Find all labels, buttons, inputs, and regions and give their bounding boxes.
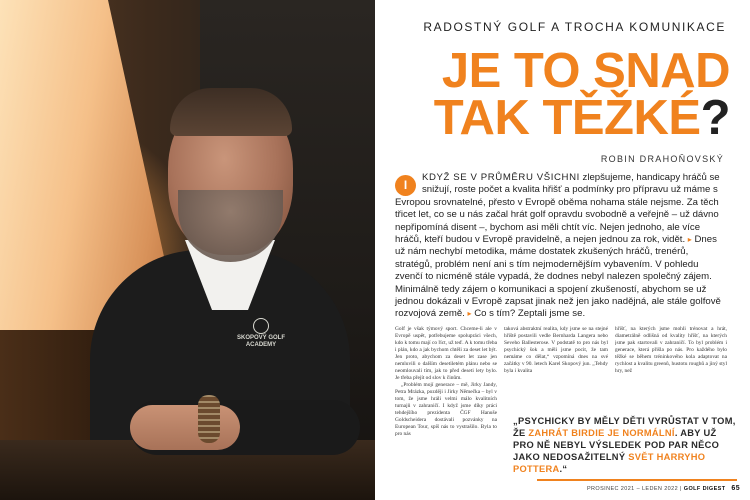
headline [400,44,730,145]
headline-line-1: JE TO SNAD [441,44,730,98]
kicker: RADOSTNÝ GOLF A TROCHA KOMUNIKACE [423,20,726,34]
quote-text-1: „PSYCHICKY BY MĚLY DĚTI VYRŮSTAT V TOM, ŽE [513,416,736,438]
headline-line-2 [400,91,730,145]
lead-paragraph [395,172,725,321]
quote-rule [537,479,737,481]
headline-line-2-text: TAK TĚŽKÉ [433,91,701,145]
sweater-logo [226,318,296,348]
quote-text-3: .“ [559,464,568,474]
logo-icon [253,318,269,334]
body-paragraph: hřišť, na kterých jsme mohli trénovat a hrát, diametrálně odlišná od kvality hřišť, na kterých jsme pak startovali v zahraničí. To byl problém i generace, která přišla po nás. Pro každého bylo těžké se během tréninkového kola adaptovat na rychlost a kvalitu greenů, hustotu roughů a jiný styl hry, než [615,326,727,374]
author-byline: ROBIN DRAHOŇOVSKÝ [600,154,724,164]
quote-highlight-1: ZAHRÁT BIRDIE JE NORMÁLNÍ [528,428,675,438]
dropcap: I [395,175,416,196]
section-marker-icon: ▸ [467,309,472,319]
article-page [375,0,750,500]
bracelet [198,395,220,443]
lead-caps: KDYŽ SE V PRŮMĚRU VŠICHNI [422,172,580,183]
body-paragraph: „Problém mojí generace – mě, Jirky Jandy, Petra Mrázka, později i Jirky Němečka – byl v tom, že jsme hráli velmi málo kvalitních turnajů v zahraničí. I když jsme díky práci tehdejšího prezidenta ČGF Hanuše Goldscheidera dostávali pozvánky na European Tour, spíš nás to vystrašilo. Byla to pro nás [395,382,497,437]
lead-text-2: Dnes už nám nechybí metodika, máme dostatek zkušených hráčů, trenérů, stratégů, problém není ani s tím nejmodernějším vybavením. V pohledu zvenčí to nicméně stále vypadá, že dodnes nebyl nalezen společný zájem. Minimálně tedy zájem o komunikaci a spojení zkušeností, abychom se už jednou dokázali v Evropě zapsat jinak než jen jako nadějná, ale stále golfově rozvojová země. [395,234,721,320]
footer-separator: | [680,486,682,492]
lead-text-1: zlepšujeme, handicapy hráčů se snižují, roste počet a kvalita hřišť a podmínky pro přípravu už máme s Evropou srovnatelné, přesto v Evropě oběma nohama stále nejsme. Za těch třicet let, co se u nás začal hrát golf opravdu svobodně a veřejně – už dávno nepřipomíná disent –, bychom asi měli chtít víc. Nejen jednoho, ale více hráčů, kteří budou v Evropě pravidelně, a nejen jednou za rok, vidět. [395,172,720,246]
page-footer [375,485,740,492]
headline-question-mark: ? [700,91,730,145]
section-marker-icon: ▸ [687,235,692,245]
body-paragraph: Golf je však týmový sport. Chceme-li ale v Evropě uspět, potřebujeme spolupráci všech, kdo k tomu mají co říct, už teď. A k tomu třeba i plán, kdo a jak bychom chtěli za deset let být. Jen proto, abychom za deset let zase jen nemluvili o dalším desetiletém plánu nebo se neomlouvali tím, jak to před deseti lety bylo. Je třeba přejít od slov k činům. [395,326,497,381]
pull-quote [513,415,737,481]
man-hand [130,405,240,450]
footer-magazine: GOLF DIGEST [683,486,726,492]
quote-highlight-2: SVĚT HARRYHO POTTERA [513,452,706,474]
lead-text-3: Co s tím? Zeptali jsme se. [471,308,586,320]
page-number: 65 [731,485,740,492]
body-column-3 [615,326,727,411]
body-paragraph: taková abstraktní realita, kdy jsme se na stejné hřiště postavili vedle Bernharda Langera nebo Seveho Ballesterose. V podstatě to pro nás byl psychický šok a měli jsme pocit, že tam nemáme co dělat,“ vzpomíná dnes na své začátky v 90. letech Karel Skopový jun. „Tehdy byla i kvalita [504,326,608,374]
body-column-1 [395,326,497,438]
logo-text: SKOPOVÝ GOLF ACADEMY [236,335,285,348]
man-hair [170,88,292,136]
body-column-2 [504,326,608,411]
footer-date: PROSINEC 2021 – LEDEN 2022 [586,486,679,492]
quote-text-2: . ABY UŽ PRO NĚ NEBYL VÝSLEDEK POD PAR NĚCO JAKO NEDOSAŽITELNÝ [513,428,720,462]
